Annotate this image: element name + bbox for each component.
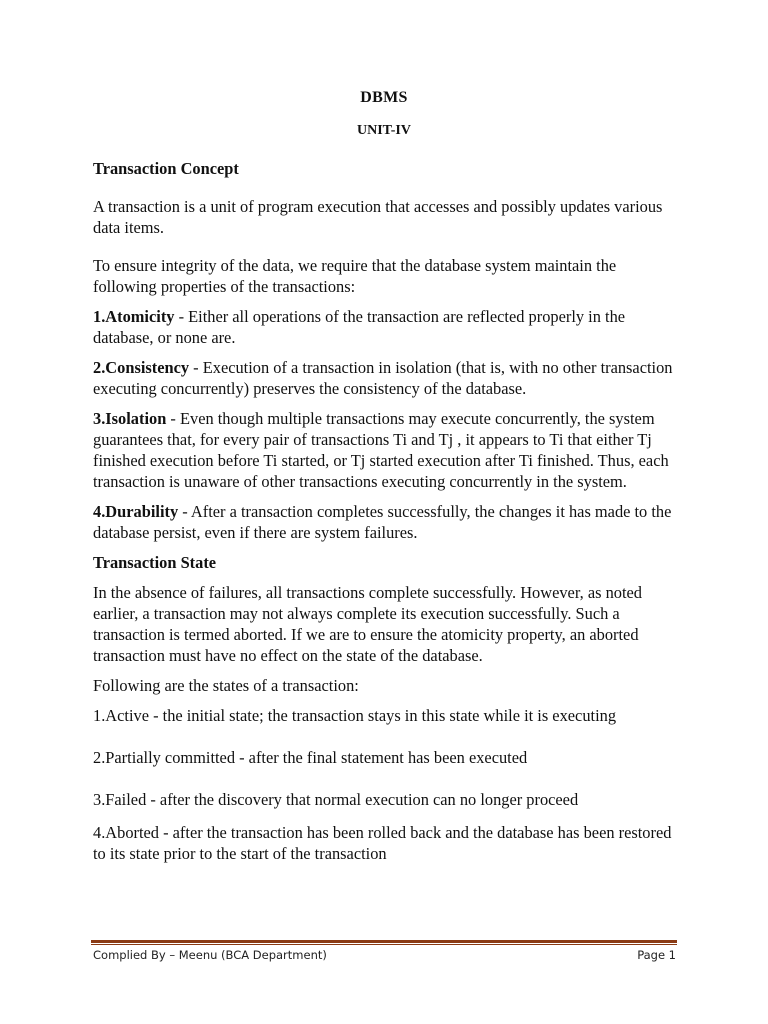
property-description: - After a transaction completes successfully, the changes it has made to the database persist, even if there are system failures. <box>93 502 672 542</box>
property-consistency <box>93 357 678 399</box>
state-item-failed: 3.Failed - after the discovery that normal execution can no longer proceed <box>93 790 579 809</box>
property-isolation <box>93 408 678 492</box>
section-heading-transaction-state: Transaction State <box>93 553 217 572</box>
property-term: 2.Consistency <box>93 358 190 377</box>
state-item-aborted: 4.Aborted - after the transaction has been rolled back and the database has been restored to its state prior to the start of the transaction <box>93 823 672 863</box>
document-title: DBMS <box>360 89 408 106</box>
property-durability <box>93 501 678 543</box>
paragraph-integrity: To ensure integrity of the data, we require that the database system maintain the following properties of the transactions: <box>93 256 617 296</box>
footer-author: Complied By – Meenu (BCA Department) <box>93 948 327 962</box>
property-atomicity <box>93 306 678 348</box>
property-term: 1.Atomicity <box>93 307 175 326</box>
property-description: - Either all operations of the transaction are reflected properly in the database, or none are. <box>93 307 626 347</box>
footer-rule-thick <box>91 940 677 943</box>
footer-rule <box>91 940 677 946</box>
property-description: - Even though multiple transactions may execute concurrently, the system guarantees that, for every pair of transactions Ti and Tj , it appears to Ti that either Tj finished execution before Ti started, or Tj started execution after Ti finished. Thus, each transaction is unaware of other transactions executing concurrently in the system. <box>93 409 669 491</box>
state-item-partially-committed: 2.Partially committed - after the final statement has been executed <box>93 748 528 767</box>
document-body <box>93 158 678 864</box>
state-item-active: 1.Active - the initial state; the transaction stays in this state while it is executing <box>93 706 617 725</box>
document-unit: UNIT-IV <box>357 123 411 138</box>
property-description: - Execution of a transaction in isolation (that is, with no other transaction executing concurrently) preserves the consistency of the database. <box>93 358 673 398</box>
property-term: 3.Isolation <box>93 409 167 428</box>
section-heading-transaction-concept: Transaction Concept <box>93 159 239 178</box>
paragraph-transaction-state: In the absence of failures, all transactions complete successfully. However, as noted earlier, a transaction may not always complete its execution successfully. Such a transaction is termed aborted. If we are to ensure the atomicity property, an aborted transaction must have no effect on the state of the database. <box>93 583 642 665</box>
footer-rule-thin <box>91 944 677 945</box>
property-term: 4.Durability <box>93 502 179 521</box>
footer-page-number: Page 1 <box>637 948 676 962</box>
paragraph-transaction-definition: A transaction is a unit of program execution that accesses and possibly updates various data items. <box>93 197 663 237</box>
paragraph-states-intro: Following are the states of a transaction: <box>93 676 359 695</box>
